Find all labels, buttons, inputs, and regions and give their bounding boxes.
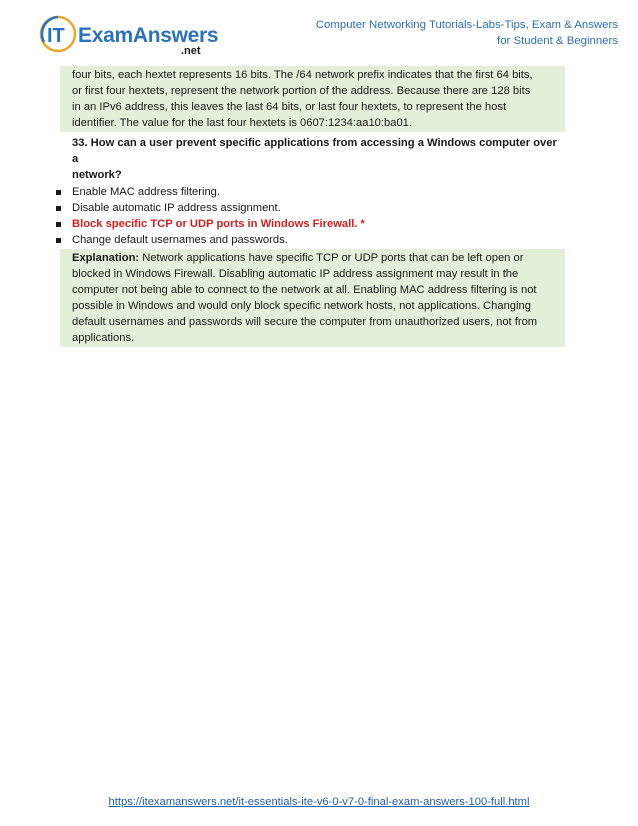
previous-explanation-block	[60, 66, 565, 132]
it-logo-icon	[38, 14, 78, 54]
explanation-label: Explanation:	[72, 252, 140, 264]
logo-exam-text: Exam	[78, 24, 133, 47]
explanation-line: blocked in Windows Firewall. Disabling automatic IP address assignment may result in the	[72, 268, 519, 280]
prev-explanation-line: identifier. The value for the last four hextets is 0607:1234:aa10:ba01.	[72, 117, 412, 129]
explanation-line	[72, 250, 561, 266]
footer-source-link[interactable]: https://itexamanswers.net/it-essentials-ite-v6-0-v7-0-final-exam-answers-100-full.html	[108, 796, 530, 808]
logo-answers-text: Answers	[132, 24, 219, 47]
option-text: Disable automatic IP address assignment.	[72, 202, 281, 214]
bullet-square-icon	[56, 190, 61, 195]
bullet-square-icon	[56, 238, 61, 243]
answer-option-correct	[54, 216, 565, 232]
explanation-first-line: Network applications have specific TCP or UDP ports that can be left open or	[139, 252, 524, 264]
option-text: Change default usernames and passwords.	[72, 234, 288, 246]
logo-net-text: .net	[181, 45, 201, 57]
prev-explanation-line: in an IPv6 address, this leaves the last 64 bits, or last four hextets, to represent the host	[72, 101, 507, 113]
page-footer	[0, 796, 638, 808]
explanation-line: default usernames and passwords will secure the computer from unauthorized users, not from	[72, 316, 538, 328]
question-line: 33. How can a user prevent specific applications from accessing a Windows computer over a	[72, 137, 557, 165]
page-content	[60, 66, 565, 347]
explanation-line: computer not being able to connect to the network at all. Enabling MAC address filtering is not	[72, 284, 537, 296]
option-text: Enable MAC address filtering.	[72, 186, 220, 198]
logo-it-text: IT	[47, 25, 65, 47]
header-tagline	[288, 17, 618, 49]
question-text	[60, 132, 565, 184]
site-logo[interactable]	[38, 14, 218, 56]
prev-explanation-line: or first four hextets, represent the network portion of the address. Because there are 128 bits	[72, 85, 531, 97]
tagline-line-2: for Student & Beginners	[497, 35, 618, 47]
question-line: network?	[72, 169, 122, 181]
answer-option	[54, 184, 565, 200]
explanation-block	[60, 249, 565, 347]
prev-explanation-line: four bits, each hextet represents 16 bits. The /64 network prefix indicates that the first 64 bits,	[72, 69, 533, 81]
bullet-square-icon	[56, 222, 61, 227]
explanation-line: applications.	[72, 332, 135, 344]
answer-options	[54, 184, 565, 248]
answer-option	[54, 200, 565, 216]
option-text: Block specific TCP or UDP ports in Windows Firewall. *	[72, 218, 365, 230]
answer-option	[54, 232, 565, 248]
bullet-square-icon	[56, 206, 61, 211]
explanation-line: possible in Windows and would only block specific network hosts, not applications. Changing	[72, 300, 531, 312]
tagline-line-1: Computer Networking Tutorials-Labs-Tips, Exam & Answers	[315, 19, 618, 31]
